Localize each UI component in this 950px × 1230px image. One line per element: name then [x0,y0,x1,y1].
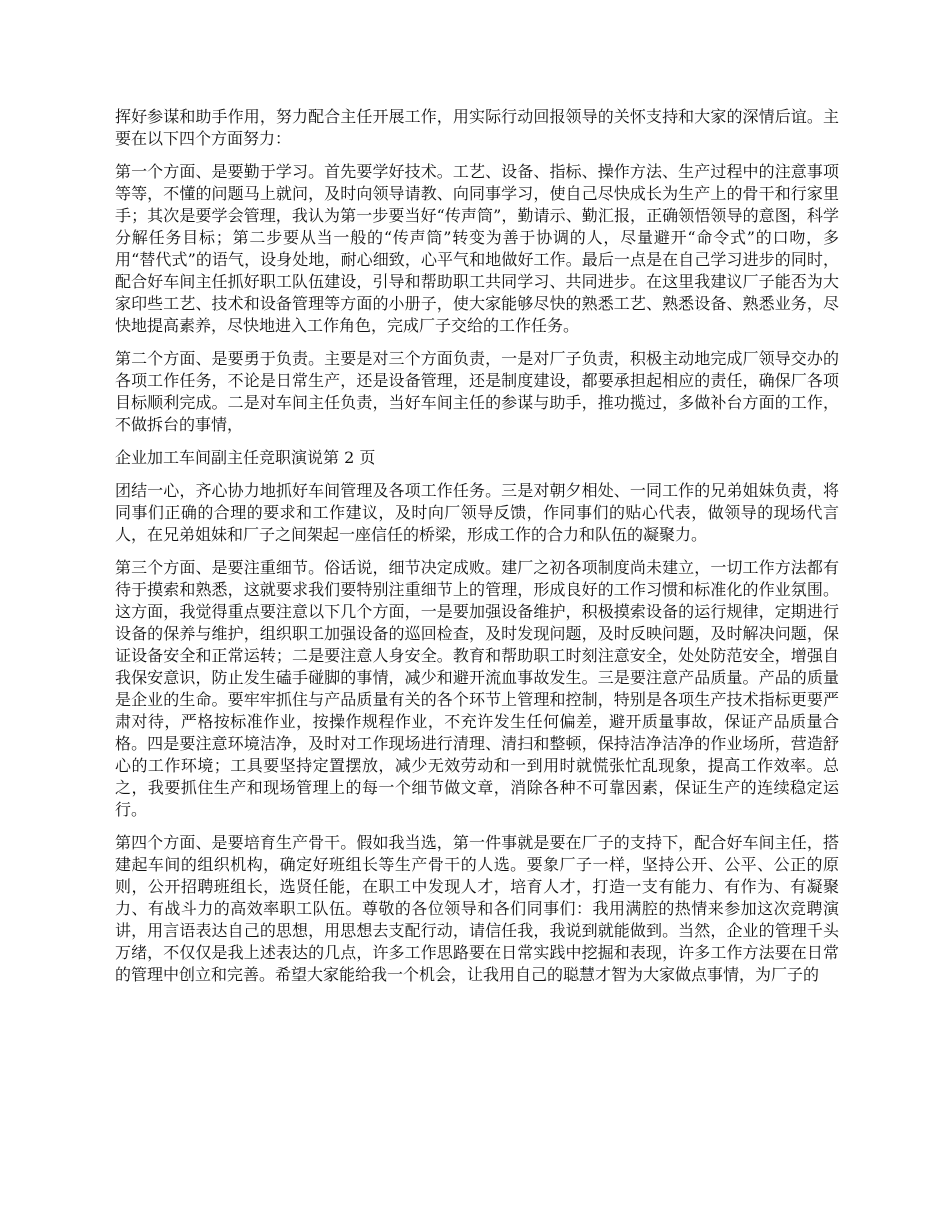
paragraph-second-aspect: 第二个方面、是要勇于负责。主要是对三个方面负责，一是对厂子负责，积极主动地完成厂领导交办的各项工作任务，不论是日常生产，还是设备管理，还是制度建设，都要承担起相应的责任，确保厂各项目标顺利完成。二是对车间主任负责，当好车间主任的参谋与助手，推功揽过，多做补台方面的工作，不做拆台的事情， [115,349,839,434]
paragraph-first-aspect: 第一个方面、是要勤于学习。首先要学好技术。工艺、设备、指标、操作方法、生产过程中的注意事项等等，不懂的问题马上就问，及时向领导请教、向同事学习，使自己尽快成长为生产上的骨干和行家里手；其次是要学会管理，我认为第一步要当好“传声筒”，勤请示、勤汇报，正确领悟领导的意图，科学分解任务目标；第二步要从当一般的“传声筒”转变为善于协调的人，尽量避开“命令式”的口吻，多用“替代式”的语气，设身处地，耐心细致，心平气和地做好工作。最后一点是在自己学习进步的同时，配合好车间主任抓好职工队伍建设，引导和帮助职工共同学习、共同进步。在这里我建议厂子能否为大家印些工艺、技术和设备管理等方面的小册子，使大家能够尽快的熟悉工艺、熟悉设备、熟悉业务，尽快地提高素养，尽快地进入工作角色，完成厂子交给的工作任务。 [115,162,839,335]
paragraph-third-aspect: 第三个方面、是要注重细节。俗话说，细节决定成败。建厂之初各项制度尚未建立，一切工作方法都有待于摸索和熟悉，这就要求我们要特别注重细节上的管理，形成良好的工作习惯和标准化的作业氛围。这方面，我觉得重点要注意以下几个方面，一是要加强设备维护，积极摸索设备的运行规律，定期进行设备的保养与维护，组织职工加强设备的巡回检查，及时发现问题，及时反映问题，及时解决问题，保证设备安全和正常运转；二是要注意人身安全。教育和帮助职工时刻注意安全，处处防范安全，增强自我保安意识，防止发生磕手碰脚的事情，减少和避开流血事故发生。三是要注意产品质量。产品的质量是企业的生命。要牢牢抓住与产品质量有关的各个环节上管理和控制，特别是各项生产技术指标更要严肃对待，严格按标准作业，按操作规程作业，不充许发生任何偏差，避开质量事故，保证产品质量合格。四是要注意环境洁净，及时对工作现场进行清理、清扫和整顿，保持洁净洁净的作业场所，营造舒心的工作环境；工具要坚持定置摆放，减少无效劳动和一到用时就慌张忙乱现象，提高工作效率。总之，我要抓住生产和现场管理上的每一个细节做文章，消除各种不可靠因素，保证生产的连续稳定运行。 [115,558,839,819]
paragraph-continuation: 团结一心，齐心协力地抓好车间管理及各项工作任务。三是对朝夕相处、一同工作的兄弟姐妹负责，将同事们正确的合理的要求和工作建议，及时向厂领导反馈，作同事们的贴心代表，做领导的现场代言人，在兄弟姐妹和厂子之间架起一座信任的桥梁，形成工作的合力和队伍的凝聚力。 [115,481,839,544]
paragraph-fourth-aspect: 第四个方面、是要培育生产骨干。假如我当选，第一件事就是要在厂子的支持下，配合好车间主任，搭建起车间的组织机构，确定好班组长等生产骨干的人选。要象厂子一样，坚持公开、公平、公正的原则，公开招聘班组长，选贤任能，在职工中发现人才，培育人才，打造一支有能力、有作为、有凝聚力、有战斗力的高效率职工队伍。尊敬的各位领导和各们同事们：我用满腔的热情来参加这次竞聘演讲，用言语表达自己的思想，用思想去支配行动，请信任我，我说到就能做到。当然，企业的管理千头万绪，不仅仅是我上述表达的几点，许多工作思路要在日常实践中挖掘和表现，许多工作方法要在日常的管理中创立和完善。希望大家能给我一个机会，让我用自己的聪慧才智为大家做点事情，为厂子的 [115,833,839,984]
page-header-title: 企业加工车间副主任竞职演说第 2 页 [115,448,376,467]
paragraph-intro: 挥好参谋和助手作用，努力配合主任开展工作，用实际行动回报领导的关怀支持和大家的深情后谊。主要在以下四个方面努力： [115,107,839,148]
document-page [115,106,839,997]
